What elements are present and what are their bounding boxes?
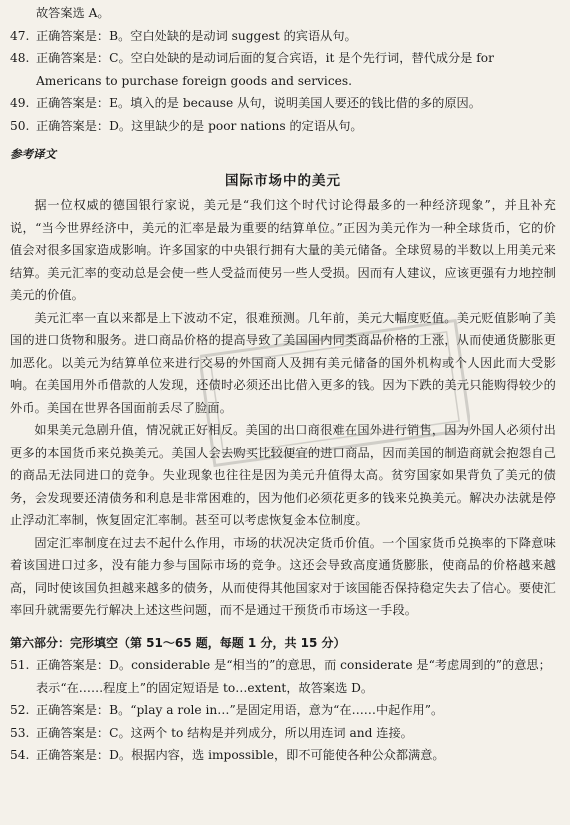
answer-number: 53. bbox=[10, 725, 30, 740]
answer-item bbox=[10, 744, 556, 767]
section-heading: 第六部分：完形填空（第 51～65 题，每题 1 分，共 15 分） bbox=[10, 635, 346, 650]
article-paragraph: 据一位权威的德国银行家说，美元是“我们这个时代讨论得最多的一种经济现象”，并且补充说，“当今世界经济中，美元的汇率是最为重要的结算单位。”正因为美元作为一种全球货币，它的价值会对很多国家造成影响。许多国家的中央银行拥有大量的美元储备。全球贸易的半数以上用美元来结算。美元汇率的变动总是会使一些人受益而使另一些人受损。因而有人建议，应该更强有力地控制美元的价值。 bbox=[10, 198, 556, 302]
article-paragraph: 如果美元急剧升值，情况就正好相反。美国的出口商很难在国外进行销售，因为外国人必须付出更多的本国货币来兑换美元。美国人会去购买比较便宜的进口商品，因而美国的制造商就会抱怨自己的商品无法同进口的竞争。失业现象也往往是因为美元升值得太高。贫穷国家如果背负了美元的债务，会发现要还清债务和利息是非常困难的，因为他们必须花更多的钱来兑换美元。解决办法就是停止浮动汇率制，恢复固定汇率制。甚至可以考虑恢复金本位制度。 bbox=[10, 423, 556, 527]
article-paragraph: 固定汇率制度在过去不起什么作用，市场的状况决定货币价值。一个国家货币兑换率的下降意味着该国进口过多，没有能力参与国际市场的竞争。这还会导致高度通货膨胀，使商品的价格越来越高，同时使该国负担越来越多的债务，从而使得其他国家对于该国能否保持稳定失去了信心。要使汇率回升就需要先行解决上述这些问题，而不是通过干预货币市场这一手段。 bbox=[10, 535, 556, 617]
article-body bbox=[10, 194, 556, 622]
answer-text: 正确答案是：D。considerable 是“相当的”的意思，而 considerate 是“考虑周到的”的意思；表示“在……程度上”的固定短语是 to…extent，故答案选 D。 bbox=[36, 658, 551, 695]
answer-item bbox=[10, 699, 556, 722]
answer-number: 51. bbox=[10, 658, 30, 672]
answer-text: 正确答案是：E。填入的是 because 从句，说明美国人要还的钱比借的多的原因。 bbox=[36, 96, 481, 110]
answer-list-top bbox=[10, 25, 556, 138]
answer-text: 正确答案是：C。这两个 to 结构是并列成分，所以用连词 and 连接。 bbox=[36, 725, 413, 740]
answer-number: 47. bbox=[10, 28, 30, 43]
answer-item bbox=[10, 92, 556, 115]
reference-translation-label: 参考译文 bbox=[10, 147, 56, 161]
answer-number: 50. bbox=[10, 118, 30, 133]
answer-number: 52. bbox=[10, 703, 30, 717]
answer-text: 正确答案是：D。这里缺少的是 poor nations 的定语从句。 bbox=[36, 118, 363, 133]
article-title: 国际市场中的美元 bbox=[225, 172, 341, 189]
answer-item bbox=[10, 115, 556, 138]
answer-list-bottom bbox=[10, 654, 556, 767]
answer-number: 49. bbox=[10, 96, 30, 110]
answer-item bbox=[10, 722, 556, 745]
answer-item bbox=[10, 654, 556, 699]
answer-item bbox=[10, 47, 556, 92]
article-paragraph: 美元汇率一直以来都是上下波动不定，很难预测。几年前，美元大幅度贬值。美元贬值影响了美国的进口货物和服务。进口商品价格的提高导致了美国国内同类商品价格的上涨，从而使通货膨胀更加恶化。以美元为结算单位来进行交易的外国商人及拥有美元储备的国外机构或个人因此而大受影响。在美国用外币借款的人发现，还债时必须还出比借入更多的钱。因为下跌的美元只能购得较少的外币。美国在世界各国面前丢尽了脸面。 bbox=[10, 310, 556, 415]
answer-number: 48. bbox=[10, 51, 30, 65]
answer-item bbox=[10, 25, 556, 48]
previous-answer-tail: 故答案选 A。 bbox=[36, 6, 110, 20]
answer-text: 正确答案是：C。空白处缺的是动词后面的复合宾语，it 是个先行词，替代成分是 for Americans to purchase foreign goods and services. bbox=[36, 51, 494, 88]
answer-text: 正确答案是：D。根据内容，选 impossible，即不可能使各种公众都满意。 bbox=[36, 748, 445, 762]
answer-text: 正确答案是：B。空白处缺的是动词 suggest 的宾语从句。 bbox=[36, 28, 357, 43]
answer-number: 54. bbox=[10, 748, 30, 762]
answer-text: 正确答案是：B。“play a role in…”是固定用语，意为“在……中起作用”。 bbox=[36, 703, 444, 717]
